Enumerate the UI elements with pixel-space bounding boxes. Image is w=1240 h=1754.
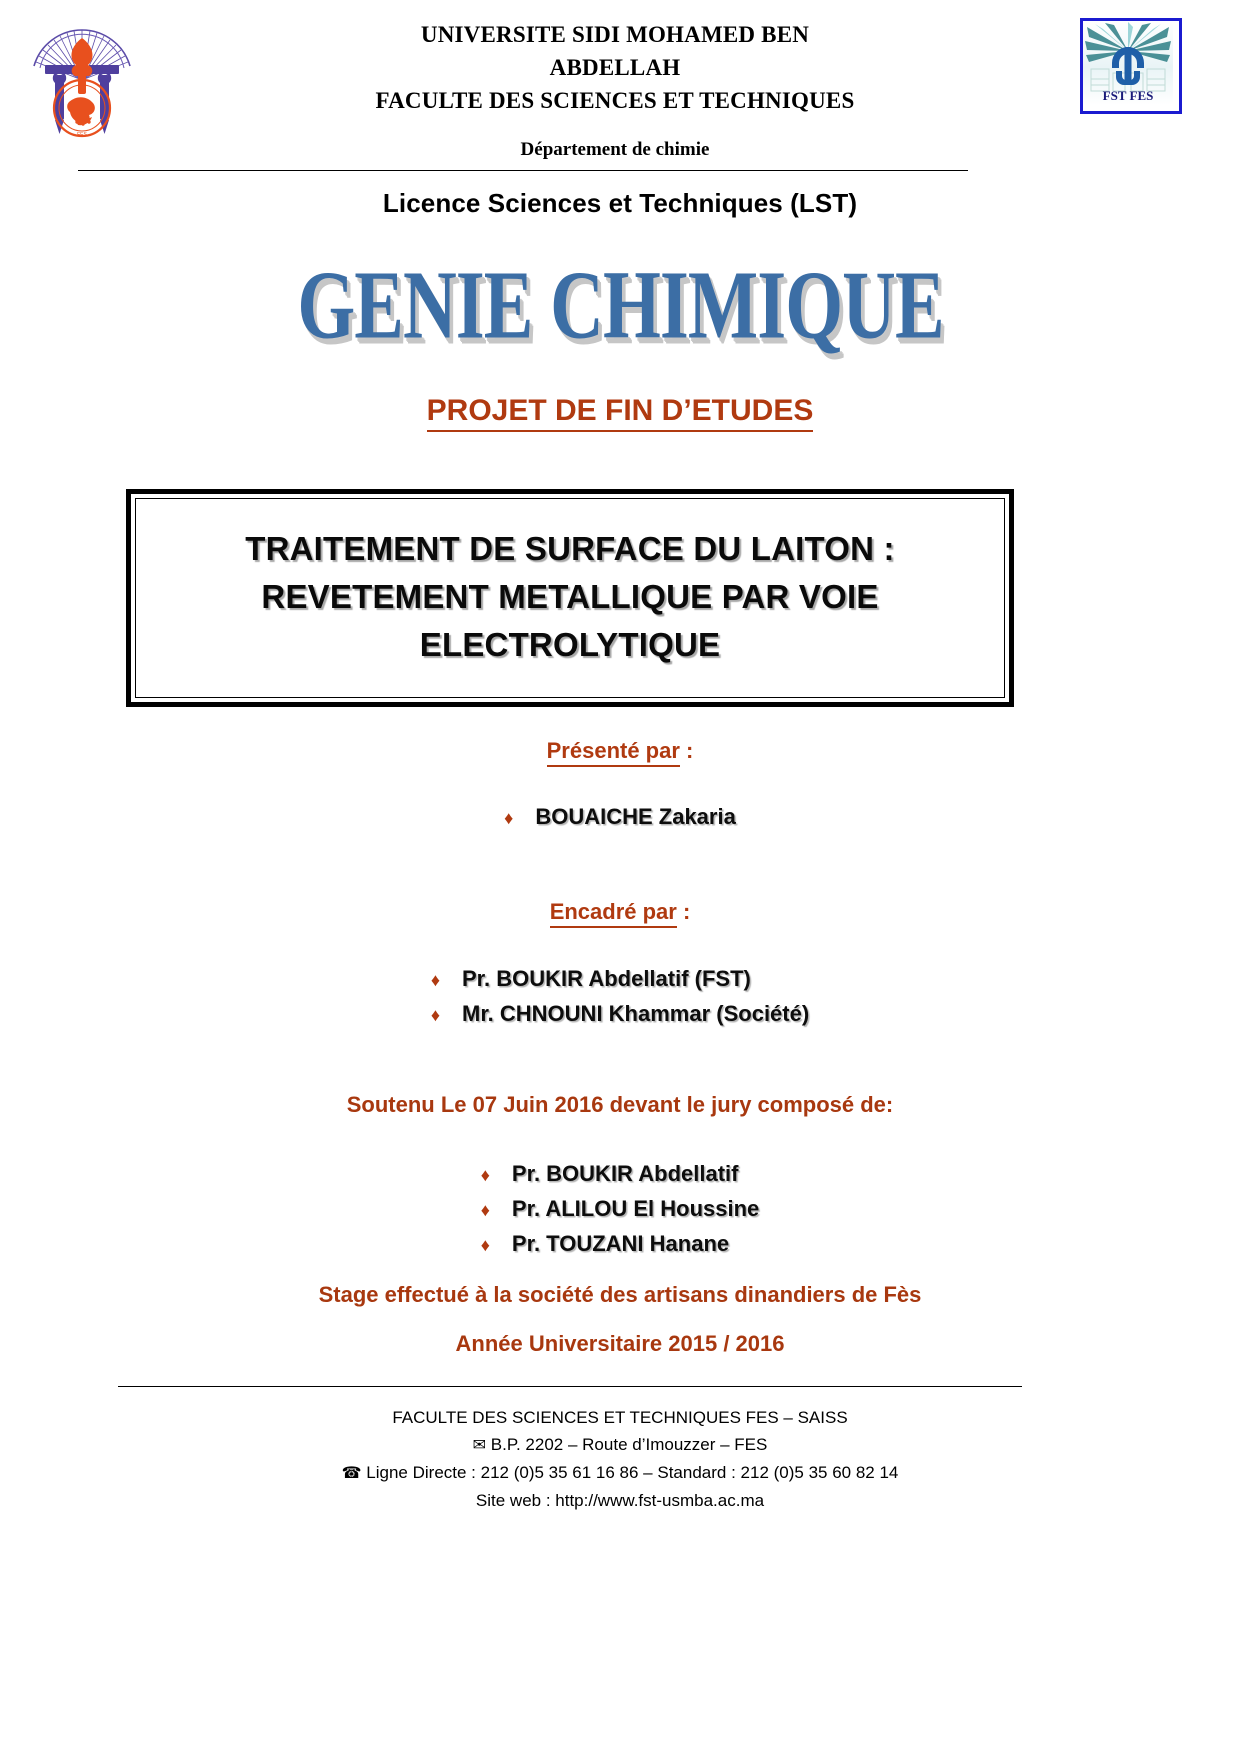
page-footer xyxy=(0,1404,1240,1514)
fst-logo-caption: FST FES xyxy=(1102,88,1154,103)
presented-by-colon: : xyxy=(679,738,694,763)
supervisor-name: Mr. CHNOUNI Khammar (Société) xyxy=(462,1001,810,1026)
footer-phone-row xyxy=(0,1459,1240,1487)
diamond-bullet-icon: ♦ xyxy=(480,1235,490,1255)
presented-by-list xyxy=(504,800,736,835)
fst-fes-logo xyxy=(1080,18,1182,114)
defense-statement: Soutenu Le 07 Juin 2016 devant le jury composé de: xyxy=(346,1092,894,1117)
genie-chimique-wordart-wrap xyxy=(0,247,1240,360)
academic-year-row xyxy=(0,1331,1240,1357)
thesis-title-line-2: REVETEMENT METALLIQUE PAR VOIE xyxy=(261,578,879,615)
phone-icon: ☎ xyxy=(341,1465,362,1482)
list-item xyxy=(504,800,736,835)
footer-address-row xyxy=(0,1431,1240,1459)
degree-label: Licence Sciences et Techniques (LST) xyxy=(382,188,858,218)
svg-text:FES: FES xyxy=(77,132,87,138)
university-line-3: FACULTE DES SCIENCES ET TECHNIQUES xyxy=(375,88,855,113)
supervised-by-label-text: Encadré par xyxy=(550,899,677,928)
supervised-by-list-row xyxy=(0,962,1240,1032)
usmba-university-logo xyxy=(22,16,142,142)
page-header xyxy=(0,0,1240,170)
document-type xyxy=(0,394,1240,428)
header-divider xyxy=(78,170,968,171)
university-line-2: ABDELLAH xyxy=(549,55,681,80)
genie-chimique-wordart: GENIE CHIMIQUE xyxy=(296,251,944,360)
thesis-title-line-3: ELECTROLYTIQUE xyxy=(419,626,721,663)
supervised-by-colon: : xyxy=(676,899,691,924)
internship-row xyxy=(0,1282,1240,1308)
footer-website: Site web : http://www.fst-usmba.ac.ma xyxy=(475,1491,765,1510)
thesis-title-box xyxy=(126,489,1014,707)
presented-by-label xyxy=(547,738,694,767)
presented-by-label-text: Présenté par xyxy=(547,738,680,767)
thesis-title-inner-border xyxy=(135,498,1005,698)
university-heading xyxy=(180,18,1050,161)
diamond-bullet-icon: ♦ xyxy=(430,1005,440,1025)
list-item xyxy=(481,1192,760,1227)
jury-member-name: Pr. ALILOU El Houssine xyxy=(511,1196,760,1221)
university-line-1: UNIVERSITE SIDI MOHAMED BEN xyxy=(420,22,810,47)
academic-year: Année Universitaire 2015 / 2016 xyxy=(455,1331,785,1356)
document-type-text: PROJET DE FIN D’ETUDES xyxy=(427,394,814,432)
presenter-name: BOUAICHE Zakaria xyxy=(535,804,736,829)
diamond-bullet-icon: ♦ xyxy=(430,970,440,990)
supervised-by-label xyxy=(550,899,691,928)
list-item xyxy=(481,1157,760,1192)
diamond-bullet-icon: ♦ xyxy=(504,808,514,828)
footer-divider xyxy=(118,1386,1022,1387)
jury-member-name: Pr. BOUKIR Abdellatif xyxy=(511,1161,739,1186)
footer-address: B.P. 2202 – Route d’Imouzzer – FES xyxy=(490,1435,768,1454)
department-label: Département de chimie xyxy=(520,139,710,160)
presented-by-list-row xyxy=(0,800,1240,835)
defense-statement-row xyxy=(0,1092,1240,1118)
diamond-bullet-icon: ♦ xyxy=(480,1165,490,1185)
supervised-by-label-row xyxy=(0,899,1240,925)
mail-icon: ✉ xyxy=(472,1437,487,1454)
presented-by-label-row xyxy=(0,738,1240,764)
list-item xyxy=(431,997,809,1032)
list-item xyxy=(431,962,809,997)
jury-member-name: Pr. TOUZANI Hanane xyxy=(511,1231,730,1256)
supervisor-name: Pr. BOUKIR Abdellatif (FST) xyxy=(462,966,751,991)
footer-institution: FACULTE DES SCIENCES ET TECHNIQUES FES – SAISS xyxy=(392,1408,848,1427)
list-item xyxy=(481,1227,760,1262)
jury-list xyxy=(481,1157,760,1262)
diamond-bullet-icon: ♦ xyxy=(480,1200,490,1220)
footer-phone: Ligne Directe : 212 (0)5 35 61 16 86 – Standard : 212 (0)5 35 60 82 14 xyxy=(366,1463,899,1482)
supervised-by-list xyxy=(431,962,809,1032)
internship-statement: Stage effectué à la société des artisans dinandiers de Fès xyxy=(318,1282,922,1307)
jury-list-row xyxy=(0,1157,1240,1262)
thesis-title-line-1: TRAITEMENT DE SURFACE DU LAITON : xyxy=(245,530,895,567)
